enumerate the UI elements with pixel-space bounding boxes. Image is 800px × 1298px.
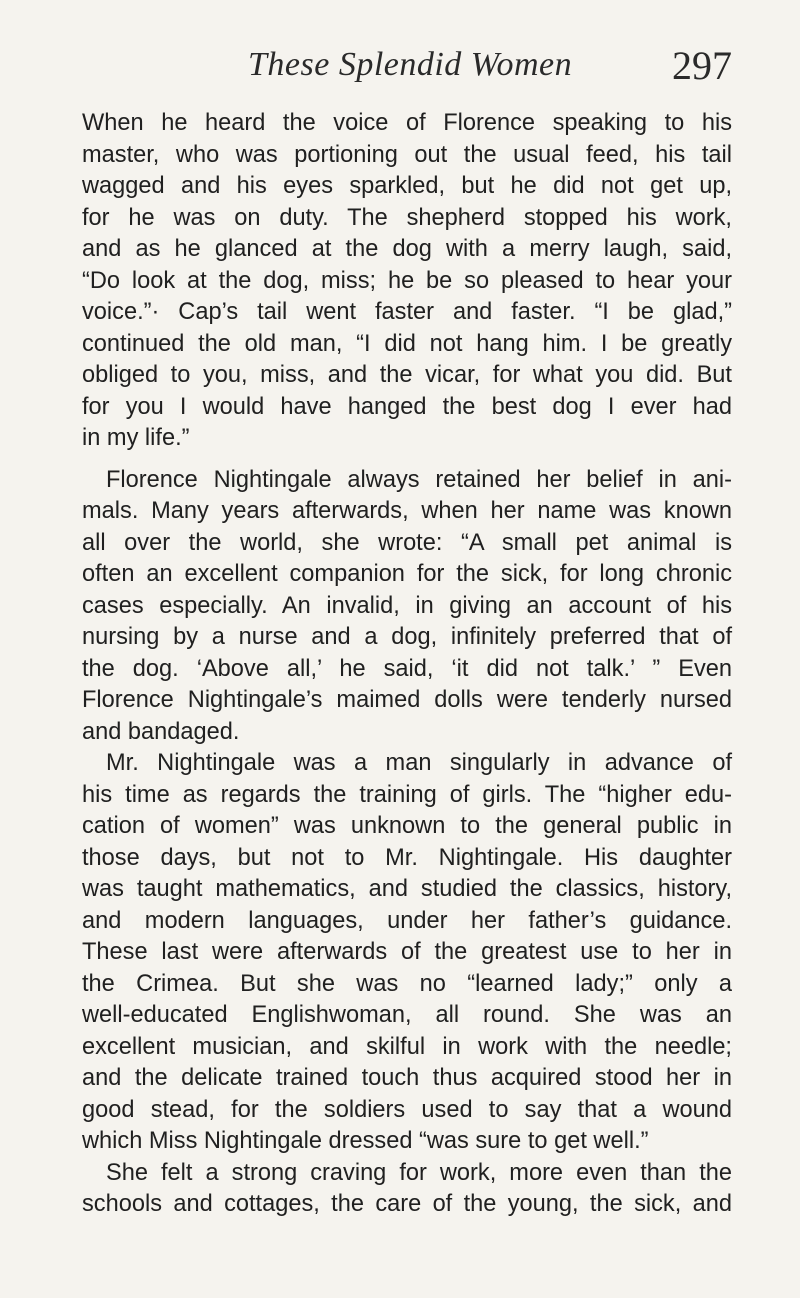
text-line: She felt a strong craving for work, more even than the — [106, 1159, 732, 1186]
text-line: for he was on duty. The shepherd stopped his work, — [82, 204, 732, 231]
text-line: those days, but not to Mr. Nightingale. His daughter — [82, 844, 732, 871]
text-line: continued the old man, “I did not hang him. I be greatly — [82, 330, 732, 357]
text-line: When he heard the voice of Florence speaking to his — [82, 110, 732, 136]
text-line: often an excellent companion for the sick, for long chronic — [82, 561, 732, 587]
text-line: for you I would have hanged the best dog I ever had — [82, 393, 732, 420]
text-line: Florence Nightingale always retained her belief in ani- — [106, 466, 732, 493]
text-line: excellent musician, and skilful in work with the needle; — [82, 1033, 732, 1060]
page-number: 297 — [672, 43, 732, 88]
text-line: schools and cottages, the care of the young, the sick, and — [82, 1191, 732, 1217]
text-line: Florence Nightingale’s maimed dolls were tenderly nursed — [82, 687, 732, 713]
text-line: nursing by a nurse and a dog, infinitely preferred that of — [82, 624, 732, 650]
text-line: master, who was portioning out the usual feed, his tail — [82, 141, 732, 168]
text-line: obliged to you, miss, and the vicar, for what you did. But — [82, 362, 732, 388]
text-line: Mr. Nightingale was a man singularly in advance of — [106, 750, 732, 776]
running-header — [0, 40, 800, 104]
text-line: his time as regards the training of girls. The “higher edu- — [82, 781, 732, 808]
text-line: and modern languages, under her father’s guidance. — [82, 907, 732, 934]
text-line: and as he glanced at the dog with a merry laugh, said, — [82, 236, 732, 262]
text-line: “Do look at the dog, miss; he be so pleased to hear your — [82, 267, 732, 294]
text-line: well-educated Englishwoman, all round. She was an — [82, 1002, 732, 1028]
text-line: which Miss Nightingale dressed “was sure to get well.” — [82, 1128, 649, 1154]
text-line: all over the world, she wrote: “A small pet animal is — [82, 529, 732, 556]
text-line: wagged and his eyes sparkled, but he did not get up, — [82, 173, 732, 199]
text-line: in my life.” — [82, 425, 190, 451]
text-line: mals. Many years afterwards, when her name was known — [82, 498, 732, 524]
text-line: voice.”· Cap’s tail went faster and faster. “I be glad,” — [82, 299, 732, 325]
text-line: was taught mathematics, and studied the classics, history, — [82, 876, 732, 902]
text-line: the dog. ‘Above all,’ he said, ‘it did not talk.’ ” Even — [82, 655, 732, 682]
paragraph-gap — [82, 455, 732, 465]
text-line: the Crimea. But she was no “learned lady;” only a — [82, 970, 732, 997]
text-line: and bandaged. — [82, 718, 240, 745]
text-line: cases especially. An invalid, in giving an account of his — [82, 592, 732, 619]
text-line: These last were afterwards of the greatest use to her in — [82, 939, 732, 965]
text-line: and the delicate trained touch thus acquired stood her in — [82, 1065, 732, 1091]
running-title: These Splendid Women — [248, 46, 573, 83]
text-line: good stead, for the soldiers used to say that a wound — [82, 1096, 732, 1123]
text-line: cation of women” was unknown to the general public in — [82, 813, 732, 839]
body-text — [82, 108, 732, 1221]
